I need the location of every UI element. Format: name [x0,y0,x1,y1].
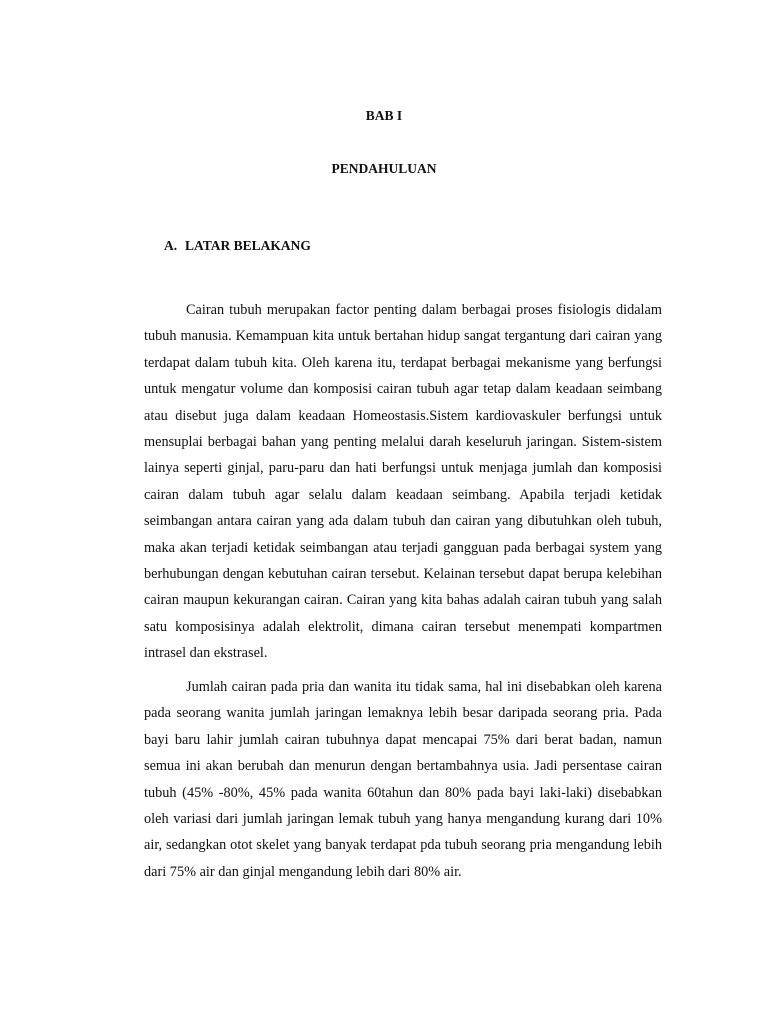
chapter-title: PENDAHULUAN [331,161,437,176]
section-title: LATAR BELAKANG [185,238,311,253]
section-marker: A. [164,238,178,253]
paragraph-2: Jumlah cairan pada pria dan wanita itu tidak sama, hal ini disebabkan oleh karena pada seorang wanita jumlah jaringan lemaknya lebih besar daripada seorang pria. Pada bayi baru lahir jumlah cairan tubuhnya dapat mencapai 75% dari berat badan, namun semua ini akan berubah dan menurun dengan bertambahnya usia. Jadi persentase cairan tubuh (45% -80%, 45% pada wanita 60tahun dan 80% pada bayi laki-laki) disebabkan oleh variasi dari jumlah jaringan lemak tubuh yang hanya mengandung kurang dari 10% air, sedangkan otot skelet yang banyak terdapat pda tubuh seorang pria mengandung lebih dari 75% air dan ginjal mengandung lebih dari 80% air. [144,679,662,880]
section-heading [164,238,311,254]
paragraph-1: Cairan tubuh merupakan factor penting dalam berbagai proses fisiologis didalam tubuh manusia. Kemampuan kita untuk bertahan hidup sangat tergantung dari cairan yang terdapat dalam tubuh kita. Oleh karena itu, terdapat berbagai mekanisme yang berfungsi untuk mengatur volume dan komposisi cairan tubuh agar tetap dalam keadaan seimbang atau disebut juga dalam keadaan Homeostasis.Sistem kardiovaskuler berfungsi untuk mensuplai berbagai bahan yang penting melalui darah keseluruh jaringan. Sistem-sistem lainya seperti ginjal, paru-paru dan hati berfungsi untuk menjaga jumlah dan komposisi cairan dalam tubuh agar selalu dalam keadaan seimbang. Apabila terjadi ketidak seimbangan antara cairan yang ada dalam tubuh dan cairan yang dibutuhkan oleh tubuh, maka akan terjadi ketidak seimbangan atau terjadi gangguan pada berbagai system yang berhubungan dengan kebutuhan cairan tersebut. Kelainan tersebut dapat berupa kelebihan cairan maupun kekurangan cairan. Cairan yang kita bahas adalah cairan tubuh yang salah satu komposisinya adalah elektrolit, dimana cairan tersebut menempati kompartmen intrasel dan ekstrasel. [144,302,662,662]
chapter-number: BAB I [365,108,403,123]
